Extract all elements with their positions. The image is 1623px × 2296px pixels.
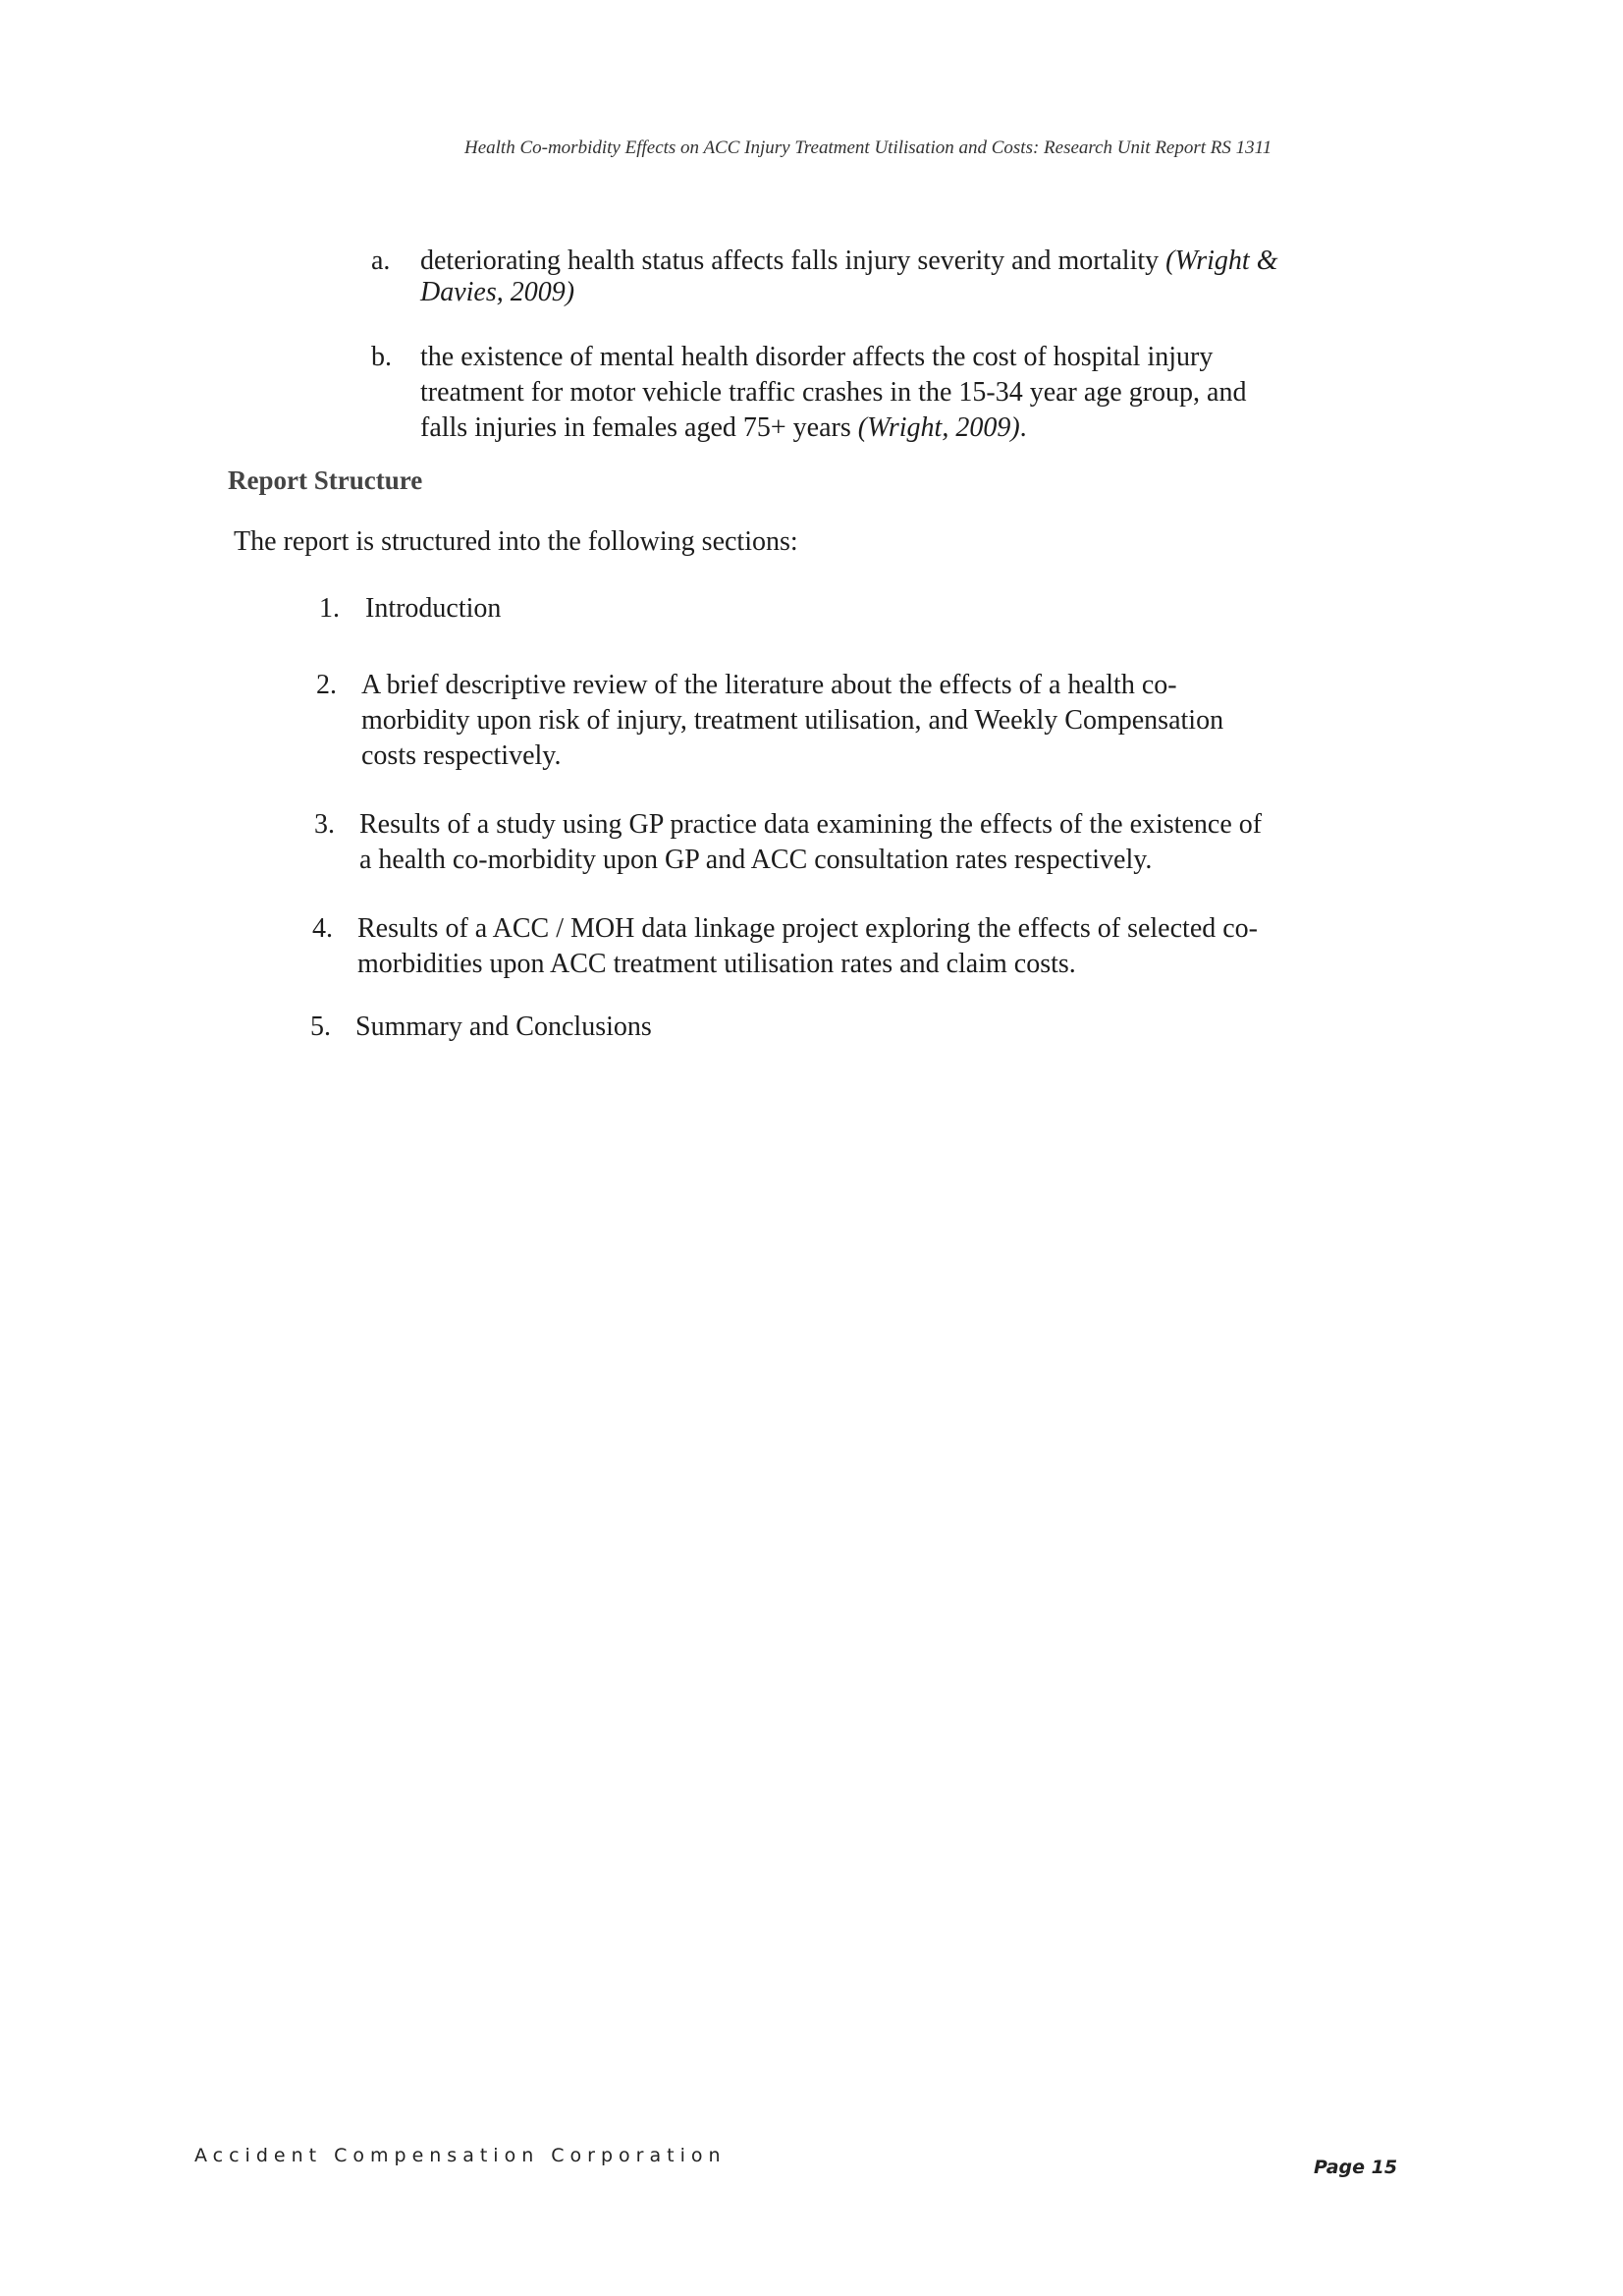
list-item: morbidity upon risk of injury, treatment utilisation, and Weekly Compensation <box>361 705 1224 736</box>
finding-line: treatment for motor vehicle traffic crashes in the 15-34 year age group, and <box>420 377 1247 408</box>
page-number: Page 15 <box>1314 2157 1398 2178</box>
list-number: 3. <box>314 809 335 840</box>
punctuation: . <box>1019 412 1027 443</box>
list-item: costs respectively. <box>361 740 562 771</box>
list-item: morbidities upon ACC treatment utilisation rates and claim costs. <box>357 949 1076 979</box>
finding-line <box>420 244 1278 279</box>
list-label: b. <box>371 342 392 372</box>
finding-text: deteriorating health status affects falls injury severity and mortality <box>420 246 1166 276</box>
citation: (Wright & <box>1165 246 1278 276</box>
list-number: 5. <box>310 1011 331 1042</box>
list-item: Summary and Conclusions <box>355 1011 652 1042</box>
finding-text: falls injuries in females aged 75+ years <box>420 412 858 443</box>
running-header: Health Co-morbidity Effects on ACC Injury Treatment Utilisation and Costs: Research Unit Report RS 1311 <box>464 137 1272 158</box>
footer-organization: Accident Compensation Corporation <box>194 2145 727 2166</box>
finding-line <box>420 410 1027 446</box>
list-item: a health co-morbidity upon GP and ACC consultation rates respectively. <box>359 845 1153 875</box>
list-number: 4. <box>312 913 333 944</box>
citation: Davies, 2009) <box>420 277 575 307</box>
section-heading: Report Structure <box>228 465 423 495</box>
list-label: a. <box>371 246 391 276</box>
citation: (Wright, 2009) <box>857 412 1020 443</box>
list-item: Results of a study using GP practice data examining the effects of the existence of <box>359 809 1263 840</box>
intro-text: The report is structured into the following sections: <box>234 526 798 557</box>
list-item: Results of a ACC / MOH data linkage project exploring the effects of selected co- <box>357 913 1258 944</box>
list-item: Introduction <box>365 593 502 624</box>
list-number: 1. <box>319 593 340 624</box>
list-number: 2. <box>316 670 337 700</box>
list-item: A brief descriptive review of the literature about the effects of a health co- <box>361 670 1177 700</box>
finding-line: the existence of mental health disorder affects the cost of hospital injury <box>420 342 1214 372</box>
